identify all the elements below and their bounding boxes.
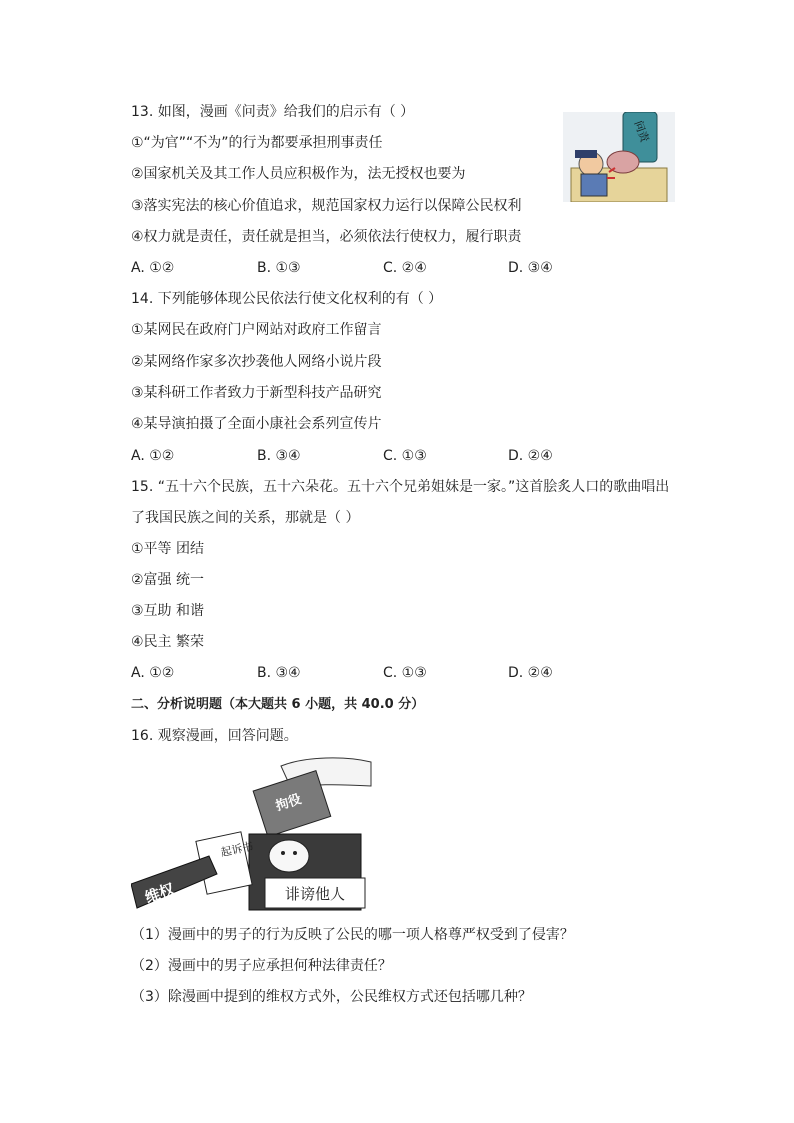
q13-item-2: ②国家机关及其工作人员应积极作为，法无授权也要为 [131,166,466,182]
q16-cartoon-arm-label: 维权 [142,879,177,907]
q16-subquestion-1: （1）漫画中的男子的行为反映了公民的哪一项人格尊严权受到了侵害？ [131,927,574,943]
q15-option-c: C. ①③ [383,665,427,681]
q13-cartoon-label: 问责 [631,118,652,145]
accountability-cartoon-image [563,112,675,202]
q16-cartoon-sign-label: 诽谤他人 [284,885,346,903]
rights-protection-cartoon-image [131,756,377,912]
q14-item-4: ④某导演拍摄了全面小康社会系列宣传片 [131,416,382,432]
q13-option-b: B. ①③ [257,260,301,276]
section-heading: 二、分析说明题（本大题共 6 小题，共 40.0 分） [131,697,425,712]
q13-option-d: D. ③④ [508,260,553,276]
q16-stem: 16. 观察漫画，回答问题。 [131,728,298,744]
q15-item-1: ①平等 团结 [131,541,205,557]
q13-item-1: ①“为官”“不为”的行为都要承担刑事责任 [131,135,383,151]
q13-option-c: C. ②④ [383,260,427,276]
q14-option-c: C. ①③ [383,448,427,464]
q16-cartoon-paper-label: 起诉书 [219,839,255,860]
q14-option-b: B. ③④ [257,448,301,464]
q15-option-a: A. ①② [131,665,175,681]
q16-subquestion-2: （2）漫画中的男子应承担何种法律责任？ [131,958,392,974]
q15-stem-line1: 15. “五十六个民族，五十六朵花。五十六个兄弟姐妹是一家。”这首脍炙人口的歌曲唱出 [131,479,670,495]
q15-option-b: B. ③④ [257,665,301,681]
q15-item-3: ③互助 和谐 [131,603,205,619]
q15-item-4: ④民主 繁荣 [131,634,205,650]
q13-item-4: ④权力就是责任，责任就是担当，必须依法行使权力，履行职责 [131,229,522,245]
q15-stem-line2: 了我国民族之间的关系，那就是（ ） [131,510,360,526]
q13-item-3: ③落实宪法的核心价值追求，规范国家权力运行以保障公民权利 [131,198,522,214]
q14-item-3: ③某科研工作者致力于新型科技产品研究 [131,385,382,401]
q14-item-1: ①某网民在政府门户网站对政府工作留言 [131,322,382,338]
q16-subquestion-3: （3）除漫画中提到的维权方式外，公民维权方式还包括哪几种？ [131,989,532,1005]
q16-cartoon-box-label: 拘役 [273,792,304,815]
q14-item-2: ②某网络作家多次抄袭他人网络小说片段 [131,354,382,370]
q14-stem: 14. 下列能够体现公民依法行使文化权利的有（ ） [131,291,443,307]
q14-option-d: D. ②④ [508,448,553,464]
q15-option-d: D. ②④ [508,665,553,681]
q14-option-a: A. ①② [131,448,175,464]
q13-stem: 13. 如图，漫画《问责》给我们的启示有（ ） [131,104,415,120]
q15-item-2: ②富强 统一 [131,572,205,588]
q13-option-a: A. ①② [131,260,175,276]
